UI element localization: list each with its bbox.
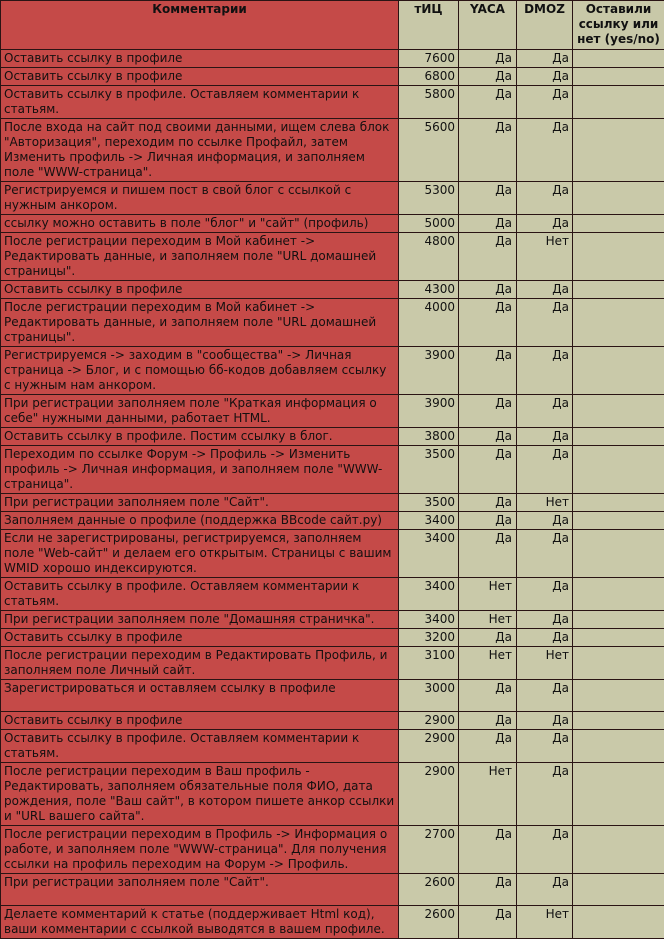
table-row <box>1 494 664 512</box>
row-dmoz-cell[interactable]: Да <box>517 395 573 428</box>
row-comment-cell[interactable]: При регистрации заполняем поле "Краткая информация о себе" нужными данными, работает HTML. <box>1 395 399 428</box>
row-dmoz-cell[interactable]: Да <box>517 68 573 86</box>
row-comment-cell[interactable]: Регистрируемся и пишем пост в свой блог с ссылкой с нужным анкором. <box>1 182 399 215</box>
header-row <box>1 1 664 50</box>
row-comment-cell[interactable]: Переходим по ссылке Форум -> Профиль -> Изменить профиль -> Личная информация, и заполняем поле "WWW-страница". <box>1 446 399 494</box>
row-dmoz-cell[interactable]: Да <box>517 730 573 763</box>
row-yaca-cell[interactable]: Да <box>459 119 517 182</box>
row-dmoz-cell[interactable]: Да <box>517 712 573 730</box>
row-tic-cell[interactable]: 3000 <box>399 680 459 712</box>
table-row <box>1 281 664 299</box>
row-comment-cell[interactable]: ссылку можно оставить в поле "блог" и "сайт" (профиль) <box>1 215 399 233</box>
row-yaca-cell[interactable]: Да <box>459 50 517 68</box>
row-comment-cell[interactable]: Оставить ссылку в профиле <box>1 281 399 299</box>
row-dmoz-cell[interactable]: Да <box>517 215 573 233</box>
row-dmoz-cell[interactable]: Нет <box>517 494 573 512</box>
row-yaca-cell[interactable]: Да <box>459 86 517 119</box>
row-tic-cell[interactable]: 3200 <box>399 629 459 647</box>
row-tic-cell[interactable]: 2600 <box>399 906 459 939</box>
row-comment-cell[interactable]: После регистрации переходим в Ваш профиль - Редактировать, заполняем обязательные поля ФИО, дата рождения, поле "Ваш сайт", в котором пишете анкор ссылки и "URL вашего сайта". <box>1 763 399 826</box>
row-answer-cell[interactable] <box>573 68 664 86</box>
row-dmoz-cell[interactable]: Да <box>517 182 573 215</box>
row-dmoz-cell[interactable]: Да <box>517 50 573 68</box>
row-dmoz-cell[interactable]: Да <box>517 629 573 647</box>
row-comment-cell[interactable]: Зарегистрироваться и оставляем ссылку в профиле <box>1 680 399 712</box>
row-tic-cell[interactable]: 3500 <box>399 446 459 494</box>
row-tic-cell[interactable]: 4800 <box>399 233 459 281</box>
row-answer-cell[interactable] <box>573 233 664 281</box>
row-tic-cell[interactable]: 3500 <box>399 494 459 512</box>
row-tic-cell[interactable]: 2900 <box>399 730 459 763</box>
row-comment-cell[interactable]: Делаете комментарий к статье (поддерживает Html код), ваши комментарии с ссылкой выводятся в вашем профиле. <box>1 906 399 939</box>
row-yaca-cell[interactable]: Да <box>459 281 517 299</box>
row-yaca-cell[interactable]: Да <box>459 874 517 906</box>
row-yaca-cell[interactable]: Да <box>459 730 517 763</box>
row-answer-cell[interactable] <box>573 512 664 530</box>
row-answer-cell[interactable] <box>573 428 664 446</box>
row-yaca-cell[interactable]: Да <box>459 233 517 281</box>
row-answer-cell[interactable] <box>573 874 664 906</box>
row-tic-cell[interactable]: 5300 <box>399 182 459 215</box>
row-yaca-cell[interactable]: Да <box>459 826 517 874</box>
row-answer-cell[interactable] <box>573 347 664 395</box>
row-comment-cell[interactable]: При регистрации заполняем поле "Сайт". <box>1 494 399 512</box>
table-row <box>1 50 664 68</box>
row-tic-cell[interactable]: 3400 <box>399 578 459 611</box>
row-yaca-cell[interactable]: Да <box>459 712 517 730</box>
row-answer-cell[interactable] <box>573 629 664 647</box>
table-row <box>1 730 664 763</box>
row-comment-cell[interactable]: После регистрации переходим в Мой кабинет -> Редактировать данные, и заполняем поле "URL домашней страницы". <box>1 233 399 281</box>
table-row <box>1 428 664 446</box>
table-row <box>1 874 664 906</box>
table-row <box>1 629 664 647</box>
row-dmoz-cell[interactable]: Да <box>517 578 573 611</box>
row-dmoz-cell[interactable]: Да <box>517 763 573 826</box>
row-comment-cell[interactable]: При регистрации заполняем поле "Домашняя страничка". <box>1 611 399 629</box>
row-comment-cell[interactable]: Регистрируемся -> заходим в "сообщества" -> Личная страница -> Блог, и с помощью бб-кодов добавляем ссылку с нужным нам анкором. <box>1 347 399 395</box>
row-yaca-cell[interactable]: Да <box>459 182 517 215</box>
row-dmoz-cell[interactable]: Да <box>517 347 573 395</box>
table-row <box>1 86 664 119</box>
table-row <box>1 347 664 395</box>
row-comment-cell[interactable]: При регистрации заполняем поле "Сайт". <box>1 874 399 906</box>
row-comment-cell[interactable]: Если не зарегистрированы, регистрируемся, заполняем поле "Web-сайт" и делаем его открытым. Страницы с вашим WMID хорошо индексируются. <box>1 530 399 578</box>
row-answer-cell[interactable] <box>573 446 664 494</box>
row-answer-cell[interactable] <box>573 50 664 68</box>
row-dmoz-cell[interactable]: Да <box>517 874 573 906</box>
row-tic-cell[interactable]: 5600 <box>399 119 459 182</box>
row-yaca-cell[interactable]: Да <box>459 395 517 428</box>
table-row <box>1 611 664 629</box>
header-answer[interactable]: Оставили ссылку или нет (yes/no) <box>573 1 664 50</box>
row-yaca-cell[interactable]: Да <box>459 428 517 446</box>
row-tic-cell[interactable]: 3800 <box>399 428 459 446</box>
row-answer-cell[interactable] <box>573 182 664 215</box>
row-dmoz-cell[interactable]: Да <box>517 680 573 712</box>
row-comment-cell[interactable]: Оставить ссылку в профиле. Оставляем комментарии к статьям. <box>1 578 399 611</box>
row-comment-cell[interactable]: Оставить ссылку в профиле <box>1 712 399 730</box>
table-row <box>1 446 664 494</box>
table-row <box>1 906 664 939</box>
row-answer-cell[interactable] <box>573 86 664 119</box>
header-dmoz[interactable]: DMOZ <box>517 1 573 50</box>
table-row <box>1 119 664 182</box>
row-comment-cell[interactable]: Оставить ссылку в профиле. Оставляем комментарии к статьям. <box>1 86 399 119</box>
row-dmoz-cell[interactable]: Да <box>517 826 573 874</box>
row-answer-cell[interactable] <box>573 680 664 712</box>
row-dmoz-cell[interactable]: Да <box>517 119 573 182</box>
row-tic-cell[interactable]: 7600 <box>399 50 459 68</box>
row-dmoz-cell[interactable]: Нет <box>517 647 573 680</box>
row-dmoz-cell[interactable]: Да <box>517 530 573 578</box>
row-answer-cell[interactable] <box>573 494 664 512</box>
row-comment-cell[interactable]: Оставить ссылку в профиле <box>1 50 399 68</box>
table-row <box>1 512 664 530</box>
table-row <box>1 299 664 347</box>
row-tic-cell[interactable]: 2600 <box>399 874 459 906</box>
table-row <box>1 763 664 826</box>
row-tic-cell[interactable]: 3400 <box>399 512 459 530</box>
row-comment-cell[interactable]: После регистрации переходим в Редактировать Профиль, и заполняем поле Личный сайт. <box>1 647 399 680</box>
row-comment-cell[interactable]: После регистрации переходим в Мой кабинет -> Редактировать данные, и заполняем поле "URL домашней страницы". <box>1 299 399 347</box>
row-yaca-cell[interactable]: Нет <box>459 578 517 611</box>
row-yaca-cell[interactable]: Да <box>459 299 517 347</box>
row-yaca-cell[interactable]: Да <box>459 68 517 86</box>
row-tic-cell[interactable]: 3100 <box>399 647 459 680</box>
row-yaca-cell[interactable]: Да <box>459 530 517 578</box>
table-row <box>1 680 664 712</box>
row-tic-cell[interactable]: 6800 <box>399 68 459 86</box>
row-dmoz-cell[interactable]: Нет <box>517 906 573 939</box>
row-answer-cell[interactable] <box>573 281 664 299</box>
row-answer-cell[interactable] <box>573 299 664 347</box>
row-tic-cell[interactable]: 2700 <box>399 826 459 874</box>
row-dmoz-cell[interactable]: Да <box>517 281 573 299</box>
row-answer-cell[interactable] <box>573 906 664 939</box>
row-tic-cell[interactable]: 2900 <box>399 712 459 730</box>
row-tic-cell[interactable]: 3900 <box>399 395 459 428</box>
table-row <box>1 647 664 680</box>
table-row <box>1 233 664 281</box>
header-yaca[interactable]: YACA <box>459 1 517 50</box>
row-yaca-cell[interactable]: Нет <box>459 611 517 629</box>
row-answer-cell[interactable] <box>573 730 664 763</box>
table-row <box>1 712 664 730</box>
table-row <box>1 578 664 611</box>
row-answer-cell[interactable] <box>573 530 664 578</box>
table-row <box>1 68 664 86</box>
row-comment-cell[interactable]: Оставить ссылку в профиле <box>1 629 399 647</box>
row-tic-cell[interactable]: 5800 <box>399 86 459 119</box>
row-comment-cell[interactable]: После регистрации переходим в Профиль -> Информация о работе, и заполняем поле "WWW-страница". Для получения ссылки на профиль переходим на Форум -> Профиль. <box>1 826 399 874</box>
row-answer-cell[interactable] <box>573 611 664 629</box>
row-answer-cell[interactable] <box>573 712 664 730</box>
row-comment-cell[interactable]: Заполняем данные о профиле (поддержка BBcode сайт.ру) <box>1 512 399 530</box>
row-answer-cell[interactable] <box>573 826 664 874</box>
row-yaca-cell[interactable]: Да <box>459 680 517 712</box>
row-answer-cell[interactable] <box>573 763 664 826</box>
row-comment-cell[interactable]: Оставить ссылку в профиле. Оставляем комментарии к статьям. <box>1 730 399 763</box>
row-yaca-cell[interactable]: Нет <box>459 647 517 680</box>
row-answer-cell[interactable] <box>573 578 664 611</box>
row-answer-cell[interactable] <box>573 647 664 680</box>
table-row <box>1 182 664 215</box>
row-tic-cell[interactable]: 3400 <box>399 611 459 629</box>
row-tic-cell[interactable]: 3400 <box>399 530 459 578</box>
row-yaca-cell[interactable]: Да <box>459 494 517 512</box>
header-tic[interactable]: тИЦ <box>399 1 459 50</box>
row-answer-cell[interactable] <box>573 215 664 233</box>
header-comment[interactable]: Комментарии <box>1 1 399 50</box>
row-yaca-cell[interactable]: Нет <box>459 763 517 826</box>
row-yaca-cell[interactable]: Да <box>459 512 517 530</box>
row-yaca-cell[interactable]: Да <box>459 347 517 395</box>
row-yaca-cell[interactable]: Да <box>459 906 517 939</box>
row-dmoz-cell[interactable]: Нет <box>517 233 573 281</box>
row-tic-cell[interactable]: 3900 <box>399 347 459 395</box>
row-comment-cell[interactable]: Оставить ссылку в профиле <box>1 68 399 86</box>
row-tic-cell[interactable]: 5000 <box>399 215 459 233</box>
row-dmoz-cell[interactable]: Да <box>517 446 573 494</box>
row-dmoz-cell[interactable]: Да <box>517 611 573 629</box>
row-dmoz-cell[interactable]: Да <box>517 512 573 530</box>
row-answer-cell[interactable] <box>573 395 664 428</box>
row-dmoz-cell[interactable]: Да <box>517 299 573 347</box>
row-comment-cell[interactable]: После входа на сайт под своими данными, ищем слева блок "Авторизация", переходим по ссылке Профайл, затем Изменить профиль -> Личная информация, и заполняем поле "WWW-страница". <box>1 119 399 182</box>
row-yaca-cell[interactable]: Да <box>459 215 517 233</box>
row-comment-cell[interactable]: Оставить ссылку в профиле. Постим ссылку в блог. <box>1 428 399 446</box>
table-row <box>1 826 664 874</box>
row-yaca-cell[interactable]: Да <box>459 629 517 647</box>
row-dmoz-cell[interactable]: Да <box>517 86 573 119</box>
row-tic-cell[interactable]: 4000 <box>399 299 459 347</box>
row-tic-cell[interactable]: 4300 <box>399 281 459 299</box>
table-row <box>1 530 664 578</box>
table-row <box>1 395 664 428</box>
row-yaca-cell[interactable]: Да <box>459 446 517 494</box>
row-answer-cell[interactable] <box>573 119 664 182</box>
row-tic-cell[interactable]: 2900 <box>399 763 459 826</box>
row-dmoz-cell[interactable]: Да <box>517 428 573 446</box>
table-row <box>1 215 664 233</box>
